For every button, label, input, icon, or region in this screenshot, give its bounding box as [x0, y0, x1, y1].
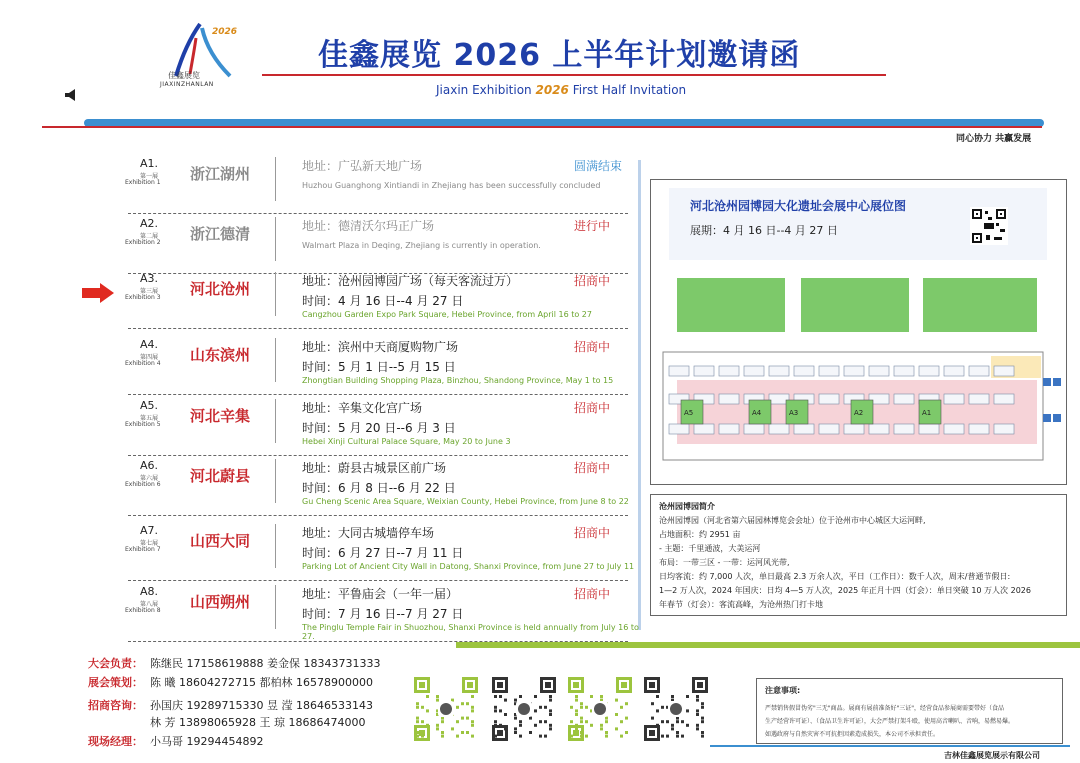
- subtitle-left: Jiaxin Exhibition: [436, 83, 532, 97]
- contact-people: 小马哥 19294454892: [150, 735, 264, 748]
- booth-cell: [944, 424, 964, 434]
- exhibition-number-en: Exhibition 5: [125, 421, 161, 428]
- exhibition-address: 地址：平鲁庙会（一年一届）: [302, 587, 459, 601]
- map-title: 河北沧州园博园大化遗址会展中心展位图: [690, 199, 907, 213]
- contact-people: 陈继民 17158619888 姜金保 18343731333: [150, 657, 381, 670]
- row-dashed-divider: [128, 213, 628, 214]
- venue-intro-line: 日均客流：约 7,000 人次，单日最高 2.3 万余人次，平日（工作日）：数千人次，周末/普通节假日:: [659, 572, 1011, 581]
- map-green-block: [677, 278, 785, 332]
- row-separator: [275, 399, 276, 443]
- exhibition-english: Huzhou Guanghong Xintiandi in Zhejiang has been successfully concluded: [302, 181, 601, 190]
- booth-cell: [994, 366, 1014, 376]
- qr-code-icon: [642, 675, 710, 743]
- exhibition-number-en: Exhibition 4: [125, 360, 161, 367]
- row-separator: [275, 338, 276, 382]
- exhibition-address: 地址：广弘新天地广场: [302, 159, 423, 173]
- row-separator: [275, 272, 276, 316]
- exhibition-code: A2.: [140, 217, 159, 230]
- map-date: 展期：4 月 16 日--4 月 27 日: [690, 224, 838, 237]
- booth-cell: [894, 424, 914, 434]
- exhibition-time: 时间：6 月 27 日--7 月 11 日: [302, 546, 464, 560]
- row-dashed-divider: [128, 328, 628, 329]
- exhibition-city: 浙江德清: [190, 225, 251, 243]
- booth-cell: [869, 366, 889, 376]
- schedule-row: [0, 338, 640, 400]
- schedule-row: [0, 585, 640, 647]
- venue-intro-line: 布局：一带三区 - 一带：运河风光带,: [659, 558, 790, 567]
- row-dashed-divider: [128, 455, 628, 456]
- contact-role: 现场经理：: [88, 735, 143, 748]
- exhibition-ordinal: 第五展: [140, 415, 159, 422]
- contact-line: [88, 697, 373, 713]
- venue-intro-panel: [650, 494, 1067, 616]
- row-separator: [275, 585, 276, 629]
- contact-people: 陈 曦 18604272715 都柏林 16578900000: [150, 676, 373, 689]
- exhibition-status-badge: 招商中: [574, 401, 611, 415]
- page-title: 佳鑫展览 2026 上半年计划邀请函: [318, 38, 801, 73]
- exhibition-status-badge: 招商中: [574, 274, 611, 288]
- exhibition-english: Gu Cheng Scenic Area Square, Weixian County, Hebei Province, from June 8 to 22: [302, 497, 629, 506]
- exhibition-code: A3.: [140, 272, 159, 285]
- exhibition-ordinal: 第八展: [140, 601, 159, 608]
- booth-cell: [994, 424, 1014, 434]
- booth-cell: [719, 366, 739, 376]
- exhibition-ordinal: 第六展: [140, 475, 159, 482]
- contact-role: 展会策划：: [88, 676, 143, 689]
- notice-title: 注意事项:: [765, 686, 801, 695]
- header-red-rule: [42, 126, 1042, 128]
- exhibition-address: 地址：德清沃尔玛正广场: [302, 219, 435, 233]
- company-name: 吉林佳鑫展览展示有限公司: [944, 751, 1040, 760]
- map-blue-marker: [1043, 414, 1051, 422]
- map-blue-marker: [1053, 378, 1061, 386]
- exhibition-city: 山西朔州: [190, 593, 251, 611]
- exhibition-status-badge: 圆满结束: [574, 159, 623, 173]
- row-separator: [275, 459, 276, 503]
- contact-line: [88, 655, 380, 671]
- exhibition-code: A8.: [140, 585, 159, 598]
- footer-green-band: [456, 642, 1080, 648]
- map-green-block: [801, 278, 909, 332]
- booth-cell: [769, 424, 789, 434]
- exhibition-city: 河北蔚县: [190, 467, 251, 485]
- exhibition-number-en: Exhibition 1: [125, 179, 161, 186]
- current-exhibition-arrow-icon: [82, 283, 114, 303]
- schedule-row: [0, 217, 640, 279]
- logo-year: 2026: [212, 27, 238, 37]
- booth-cell: [694, 366, 714, 376]
- contact-role: 招商咨询：: [88, 699, 143, 712]
- exhibition-status-badge: 进行中: [574, 219, 611, 233]
- booth-cell: [719, 424, 739, 434]
- booth-cell: [669, 424, 689, 434]
- booth-cell: [719, 394, 739, 404]
- exhibition-address: 地址：蔚县古城景区前广场: [302, 461, 447, 475]
- exhibition-english: Parking Lot of Ancient City Wall in Datong, Shanxi Province, from June 27 to July 11: [302, 562, 635, 571]
- schedule-row: [0, 524, 640, 586]
- qr-code-icon: [566, 675, 634, 743]
- qr-code-icon: [412, 675, 480, 743]
- logo-cn-text: 佳鑫展览: [168, 71, 200, 80]
- exhibition-address: 地址：辛集文化宫广场: [302, 401, 423, 415]
- booth-cell: [819, 366, 839, 376]
- exhibition-code: A7.: [140, 524, 159, 537]
- map-qr-code-icon: [970, 207, 1008, 245]
- booth-cell: [794, 366, 814, 376]
- footer-blue-rule: [710, 745, 1070, 747]
- exhibition-code: A5.: [140, 399, 159, 412]
- exhibition-time: 时间：4 月 16 日--4 月 27 日: [302, 294, 464, 308]
- exhibition-time: 时间：6 月 8 日--6 月 22 日: [302, 481, 456, 495]
- venue-intro-line: 沧州园博园（河北省第六届园林博览会会址）位于沧州市中心城区大运河畔,: [659, 516, 926, 525]
- contact-line: [88, 714, 365, 730]
- booth-cell: [769, 366, 789, 376]
- booth-cell: [944, 366, 964, 376]
- exhibition-ordinal: 第四展: [140, 354, 159, 361]
- booth-cell: [794, 424, 814, 434]
- exhibition-english: Cangzhou Garden Expo Park Square, Hebei Province, from April 16 to 27: [302, 310, 592, 319]
- map-blue-marker: [1053, 414, 1061, 422]
- venue-intro-line: 年春节（灯会）：客流高峰，为沧州热门打卡地: [659, 600, 823, 609]
- exhibition-ordinal: 第一展: [140, 173, 159, 180]
- logo-en-text: JIAXINZHANLAN: [160, 81, 214, 88]
- booth-cell: [844, 366, 864, 376]
- exhibition-address: 地址：滨州中天商厦购物广场: [302, 340, 459, 354]
- exhibition-ordinal: 第二展: [140, 233, 159, 240]
- schedule-row: [0, 459, 640, 521]
- exhibition-english: The Pinglu Temple Fair in Shuozhou, Shanxi Province is held annually from July 16 to 27.: [302, 623, 639, 641]
- booth-cell: [844, 424, 864, 434]
- exhibition-city: 河北沧州: [190, 280, 251, 298]
- exhibition-time: 时间：5 月 1 日--5 月 15 日: [302, 360, 456, 374]
- exhibition-english: Walmart Plaza in Deqing, Zhejiang is currently in operation.: [302, 241, 541, 250]
- booth-cell: [994, 394, 1014, 404]
- exhibition-time: 时间：7 月 16 日--7 月 27 日: [302, 607, 464, 621]
- contact-people: 林 芳 13898065928 王 琼 18686474000: [150, 716, 366, 729]
- exhibition-code: A6.: [140, 459, 159, 472]
- booth-cell: [969, 366, 989, 376]
- booth-cell: [694, 424, 714, 434]
- row-dashed-divider: [128, 515, 628, 516]
- subtitle-right: First Half Invitation: [572, 83, 687, 97]
- booth-zone-label: A5: [684, 409, 694, 417]
- venue-intro-line: 1—2 万人次，2024 年国庆：日均 4—5 万人次，2025 年正月十四（灯会）：单日突破 10 万人次 2026: [659, 586, 1031, 595]
- qr-code-icon: [490, 675, 558, 743]
- row-separator: [275, 217, 276, 261]
- booth-cell: [894, 394, 914, 404]
- page-subtitle: [436, 83, 686, 97]
- exhibition-status-badge: 招商中: [574, 526, 611, 540]
- exhibition-city: 山东滨州: [190, 346, 251, 364]
- exhibition-number-en: Exhibition 2: [125, 239, 161, 246]
- schedule-row: [0, 157, 640, 219]
- booth-cell: [744, 424, 764, 434]
- subtitle-year: 2026: [535, 83, 569, 97]
- booth-cell: [919, 366, 939, 376]
- venue-intro-line: 占地面积：约 2951 亩: [659, 530, 741, 539]
- exhibition-time: 时间：5 月 20 日--6 月 3 日: [302, 421, 456, 435]
- exhibition-english: Hebei Xinji Cultural Palace Square, May 20 to June 3: [302, 437, 511, 446]
- booth-zone-label: A3: [789, 409, 799, 417]
- row-dashed-divider: [128, 394, 628, 395]
- exhibition-address: 地址：沧州园博园广场（每天客流过万）: [302, 274, 519, 288]
- booth-zone-label: A4: [752, 409, 762, 417]
- notice-line: 严禁销售假冒伪劣"三无"商品。展商有展前准备好"三证"，经营食品参展商需要带好（食品: [765, 705, 1005, 712]
- booth-cell: [969, 424, 989, 434]
- exhibition-status-badge: 招商中: [574, 587, 611, 601]
- exhibition-status-badge: 招商中: [574, 461, 611, 475]
- booth-cell: [819, 424, 839, 434]
- exhibition-code: A4.: [140, 338, 159, 351]
- notice-line: 如遇政府与自然灾害不可抗拒因素造成损失，本公司不承担责任。: [765, 731, 940, 738]
- exhibition-city: 山西大同: [190, 532, 251, 550]
- exhibition-city: 浙江湖州: [190, 165, 251, 183]
- speaker-icon: [64, 88, 78, 102]
- booth-cell: [669, 366, 689, 376]
- map-green-block: [923, 278, 1037, 332]
- slogan: 同心协力 共赢发展: [956, 134, 1032, 144]
- contact-line: [88, 674, 373, 690]
- booth-cell: [969, 394, 989, 404]
- contact-line: [88, 733, 263, 749]
- contact-role: 大会负责：: [88, 657, 143, 670]
- venue-intro-line: - 主题：千里通波，大美运河: [659, 544, 761, 553]
- booth-cell: [744, 366, 764, 376]
- exhibition-city: 河北辛集: [190, 407, 251, 425]
- schedule-row: [0, 272, 640, 334]
- exhibition-status-badge: 招商中: [574, 340, 611, 354]
- exhibition-ordinal: 第七展: [140, 540, 159, 547]
- venue-intro-line: 沧州园博园简介: [659, 502, 715, 511]
- exhibition-ordinal: 第三展: [140, 288, 159, 295]
- booth-cell: [869, 424, 889, 434]
- row-separator: [275, 157, 276, 201]
- exhibition-english: Zhongtian Building Shopping Plaza, Binzhou, Shandong Province, May 1 to 15: [302, 376, 614, 385]
- booth-cell: [919, 424, 939, 434]
- booth-cell: [944, 394, 964, 404]
- exhibition-number-en: Exhibition 6: [125, 481, 161, 488]
- map-blue-marker: [1043, 378, 1051, 386]
- exhibition-number-en: Exhibition 8: [125, 607, 161, 614]
- booth-cell: [894, 366, 914, 376]
- booth-cell: [819, 394, 839, 404]
- row-separator: [275, 524, 276, 568]
- notice-box: [756, 678, 1063, 744]
- contact-people: 孙国庆 19289715330 昱 滢 18646533143: [150, 699, 373, 712]
- booth-zone-label: A1: [922, 409, 932, 417]
- exhibition-address: 地址：大同古城墙停车场: [302, 526, 435, 540]
- exhibition-number-en: Exhibition 7: [125, 546, 161, 553]
- notice-line: 生产经营许可证）、（食品卫生许可证），大会严禁打架斗殴，使用高音喇叭、音响，易燃易爆。: [765, 718, 1015, 725]
- exhibition-code: A1.: [140, 157, 159, 170]
- row-dashed-divider: [128, 580, 628, 581]
- booth-zone-label: A2: [854, 409, 864, 417]
- title-underline: [262, 74, 886, 76]
- schedule-row: [0, 399, 640, 461]
- exhibition-number-en: Exhibition 3: [125, 294, 161, 301]
